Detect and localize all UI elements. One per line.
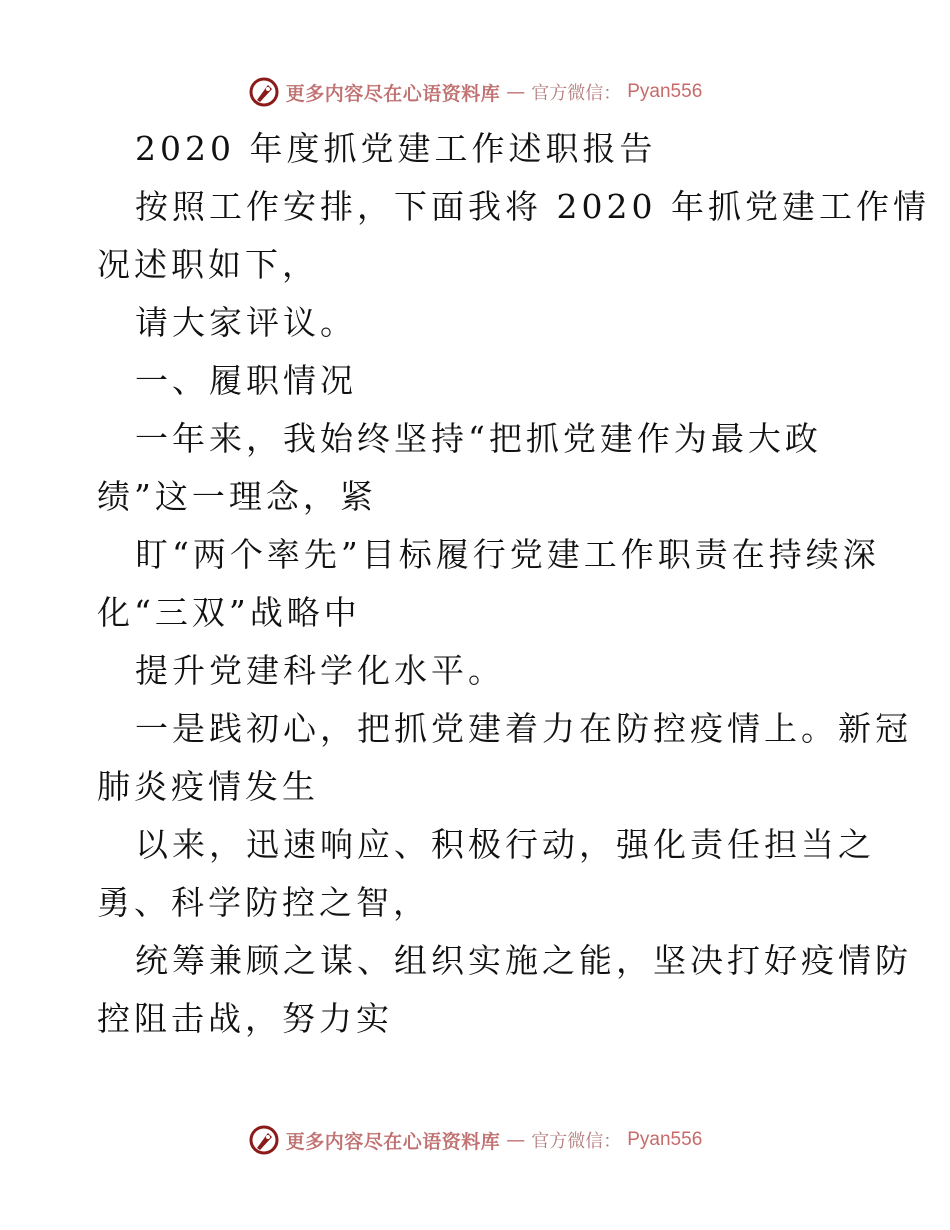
pen-nib-logo-icon bbox=[248, 1124, 280, 1156]
header-watermark bbox=[0, 72, 950, 112]
doc-line: 统筹兼顾之谋、组织实施之能，坚决打好疫情防 bbox=[135, 941, 912, 980]
doc-line: 况述职如下， bbox=[97, 245, 319, 284]
doc-line: 控阻击战，努力实 bbox=[97, 999, 393, 1038]
doc-line: 请大家评议。 bbox=[135, 303, 357, 342]
doc-line: 以来，迅速响应、积极行动，强化责任担当之 bbox=[135, 825, 875, 864]
doc-line: 肺炎疫情发生 bbox=[97, 767, 319, 806]
doc-line: 一是践初心，把抓党建着力在防控疫情上。新冠 bbox=[135, 709, 912, 748]
watermark-brand-text: 更多内容尽在心语资料库 bbox=[285, 1130, 501, 1153]
watermark-dash: — bbox=[506, 1129, 526, 1151]
doc-line: 一年来，我始终坚持“把抓党建作为最大政 bbox=[135, 419, 822, 458]
watermark-dash: — bbox=[506, 81, 526, 103]
doc-line: 提升党建科学化水平。 bbox=[135, 651, 505, 690]
doc-line: 盯“两个率先”目标履行党建工作职责在持续深 bbox=[135, 535, 880, 574]
document-body bbox=[97, 120, 930, 1048]
doc-line: 2020 年度抓党建工作述职报告 bbox=[135, 129, 657, 168]
doc-line: 一、履职情况 bbox=[135, 361, 357, 400]
doc-line: 按照工作安排，下面我将 2020 年抓党建工作情 bbox=[135, 187, 930, 226]
footer-watermark bbox=[0, 1120, 950, 1160]
doc-line: 绩”这一理念，紧 bbox=[97, 477, 377, 516]
doc-line: 化“三双”战略中 bbox=[97, 593, 361, 632]
watermark-brand-text: 更多内容尽在心语资料库 bbox=[285, 82, 501, 105]
watermark-id: Pyan556 bbox=[627, 1129, 703, 1150]
watermark-id: Pyan556 bbox=[627, 81, 703, 102]
pen-nib-logo-icon bbox=[248, 76, 280, 108]
doc-line: 勇、科学防控之智， bbox=[97, 883, 430, 922]
watermark-label: 官方微信： bbox=[531, 83, 622, 104]
watermark-label: 官方微信： bbox=[531, 1131, 622, 1152]
